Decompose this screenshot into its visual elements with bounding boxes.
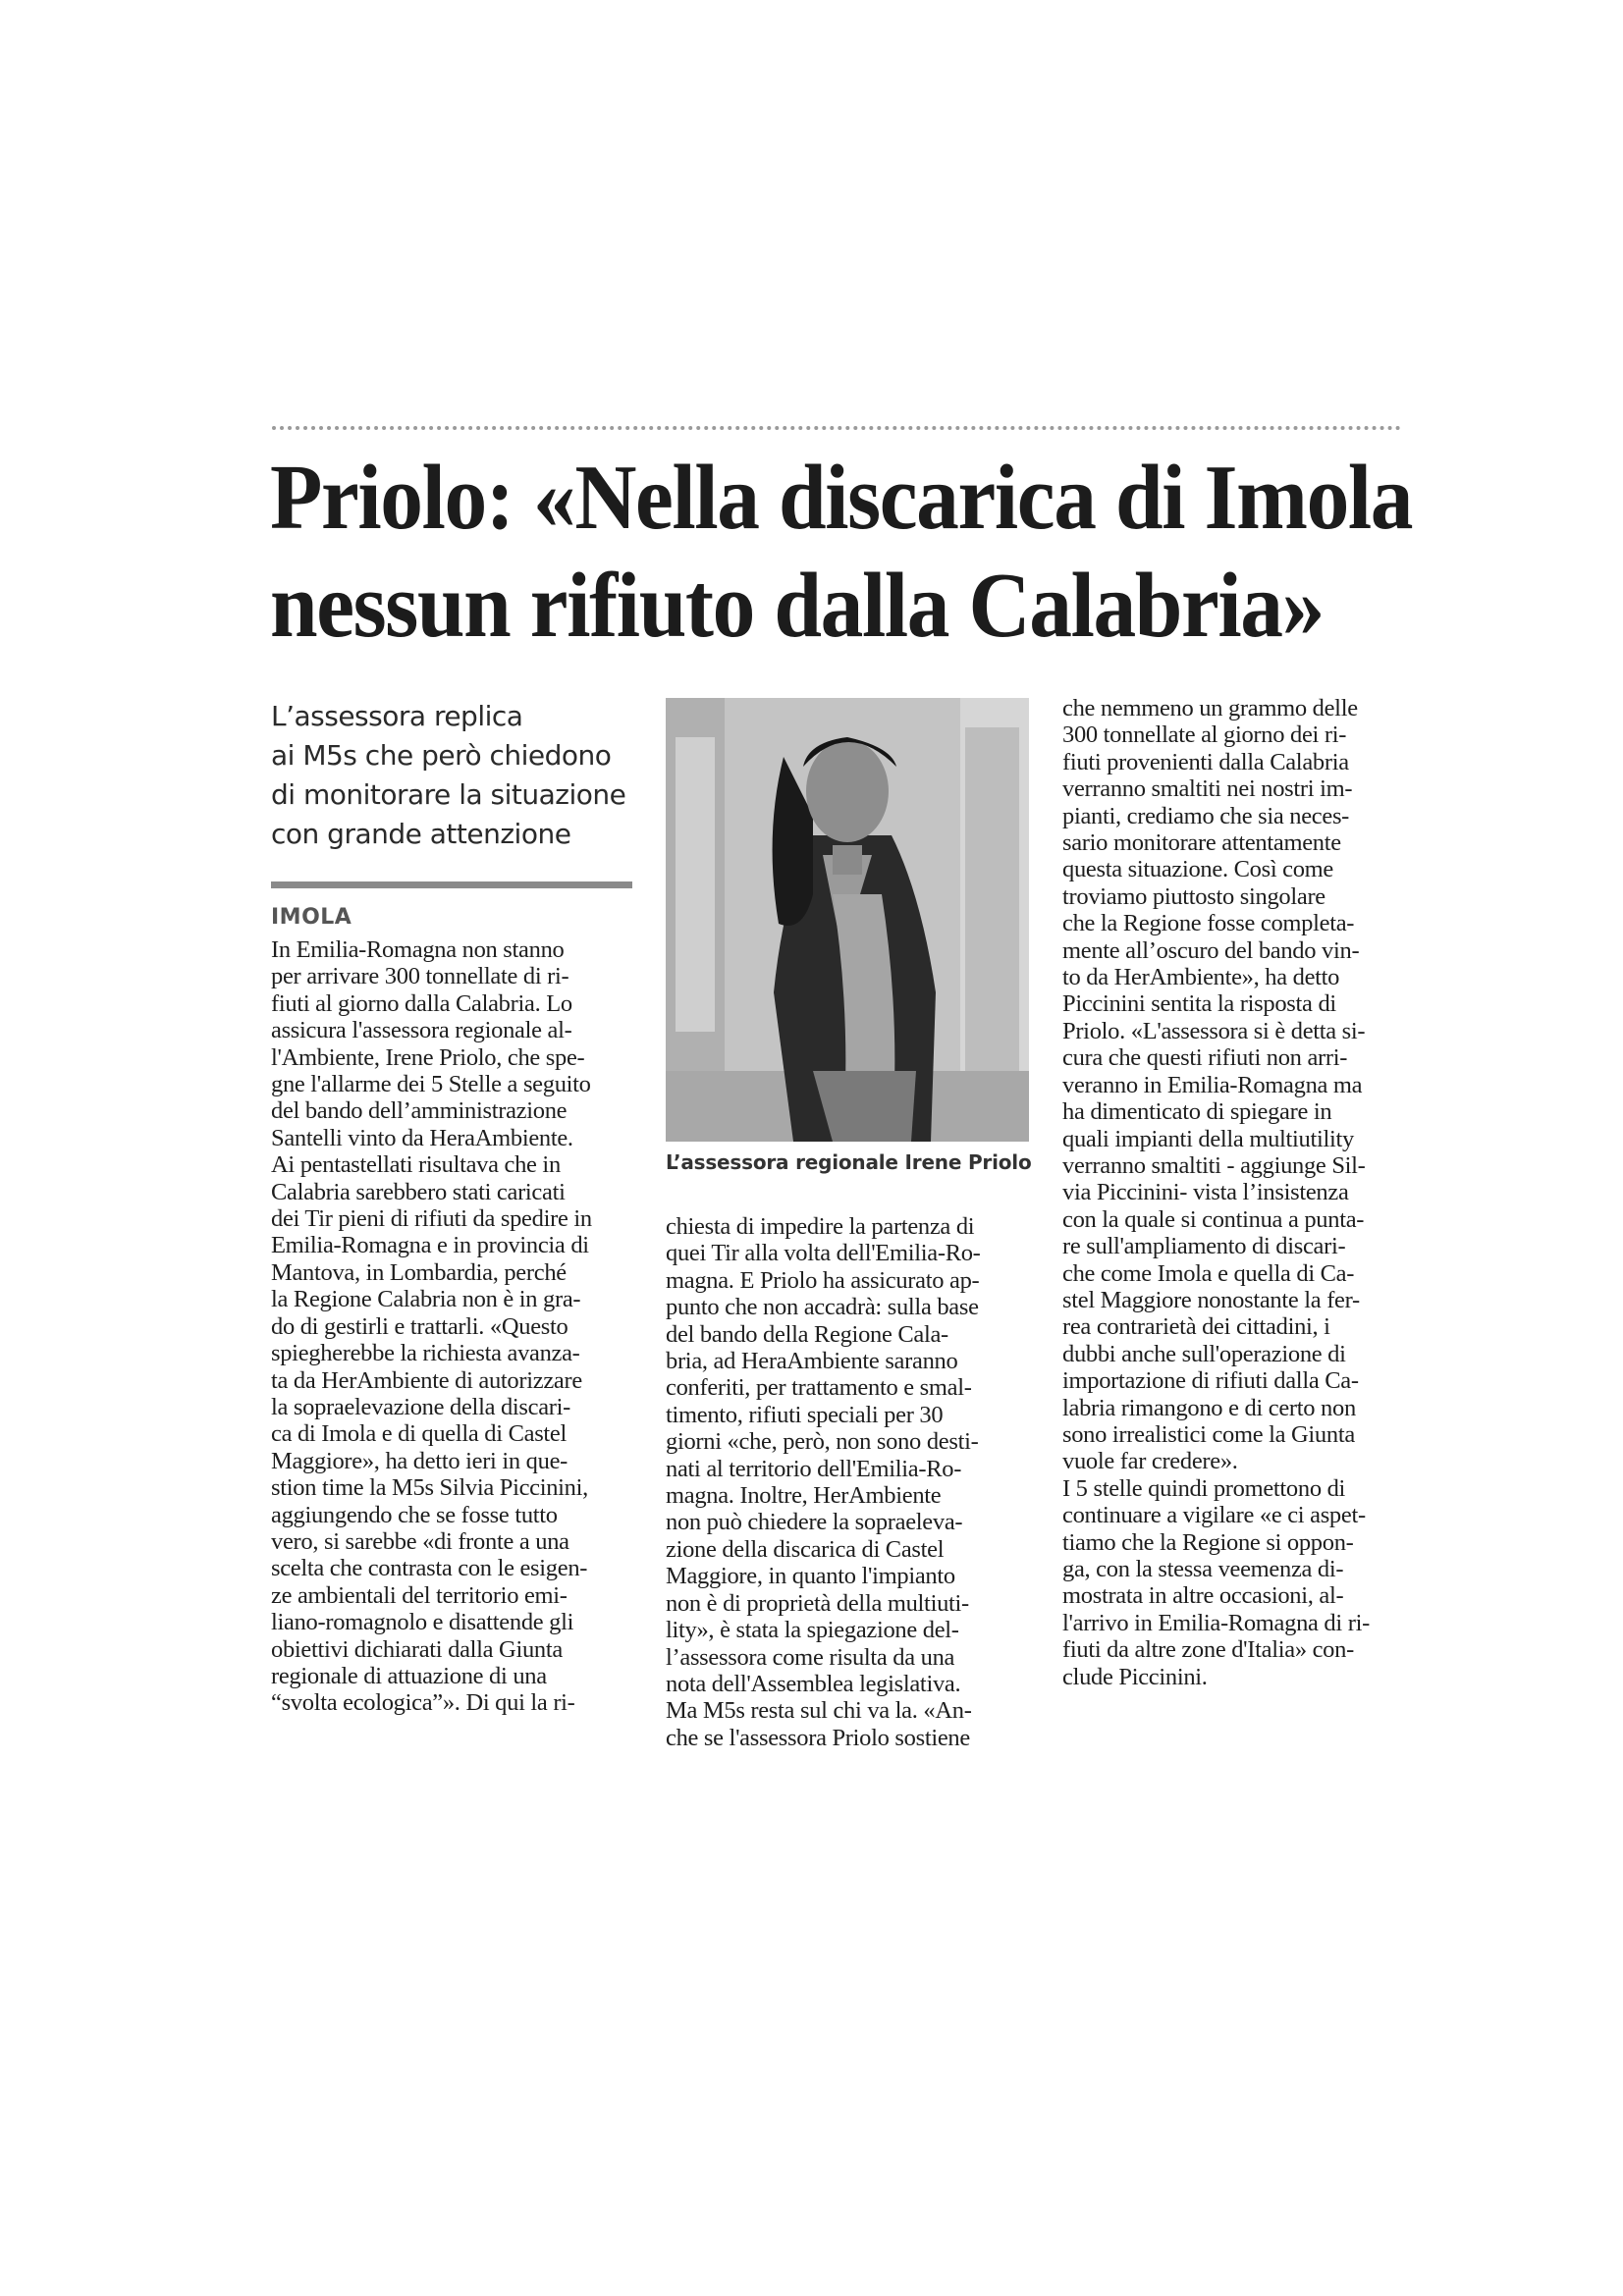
article-text-line: quei Tir alla volta dell'Emilia-Ro- bbox=[666, 1240, 981, 1267]
article-text-line: zione della discarica di Castel bbox=[666, 1535, 945, 1563]
article-text-line: non può chiedere la sopraeleva- bbox=[666, 1509, 963, 1536]
article-text-line: magna. E Priolo ha assicurato ap- bbox=[666, 1266, 980, 1294]
article-text-line: fiuti al giorno dalla Calabria. Lo bbox=[271, 989, 572, 1017]
article-text-line: dei Tir pieni di rifiuti da spedire in bbox=[271, 1205, 592, 1233]
article-text-line: che la Regione fosse completa- bbox=[1062, 910, 1355, 937]
article-text-line: che nemmeno un grammo delle bbox=[1062, 695, 1358, 721]
article-text-line: Mantova, in Lombardia, perché bbox=[271, 1258, 567, 1286]
article-text-line: dubbi anche sull'operazione di bbox=[1062, 1340, 1346, 1367]
article-text-line: bria, ad HeraAmbiente saranno bbox=[666, 1348, 958, 1375]
article-text-line: obiettivi dichiarati dalla Giunta bbox=[271, 1635, 563, 1663]
headline-line-2: nessun rifiuto dalla Calabria» bbox=[270, 555, 1324, 657]
article-text-line: la Regione Calabria non è in gra- bbox=[271, 1286, 581, 1313]
article-text-line: do di gestirli e trattarli. «Questo bbox=[271, 1312, 568, 1340]
article-text-line: che come Imola e quella di Ca- bbox=[1062, 1259, 1355, 1287]
article-text-line: Calabria sarebbero stati caricati bbox=[271, 1178, 566, 1205]
section-divider-bar bbox=[271, 881, 632, 888]
headline bbox=[270, 444, 1413, 660]
article-text-line: pianti, crediamo che sia neces- bbox=[1062, 802, 1350, 829]
top-dotted-rule bbox=[272, 426, 1401, 430]
article-text-line: chiesta di impedire la partenza di bbox=[666, 1213, 975, 1240]
article-text-line: vero, si sarebbe «di fronte a una bbox=[271, 1527, 569, 1555]
article-text-line: clude Piccinini. bbox=[1062, 1663, 1208, 1690]
article-text-line: continuare a vigilare «e ci aspet- bbox=[1062, 1502, 1366, 1529]
article-text-line: ga, con la stessa veemenza di- bbox=[1062, 1556, 1344, 1582]
article-text-line: In Emilia-Romagna non stanno bbox=[271, 936, 565, 963]
article-text-line: giorni «che, però, non sono desti- bbox=[666, 1428, 979, 1456]
article-column-1 bbox=[271, 936, 632, 1717]
article-text-line: del bando della Regione Cala- bbox=[666, 1320, 948, 1348]
article-text-line: vuole far credere». bbox=[1062, 1448, 1238, 1475]
article-text-line: Ai pentastellati risultava che in bbox=[271, 1151, 561, 1179]
portrait-photo bbox=[666, 698, 1029, 1142]
article-text-line: troviamo piuttosto singolare bbox=[1062, 882, 1325, 910]
portrait-illustration bbox=[666, 698, 1029, 1142]
standfirst-line: con grande attenzione bbox=[271, 818, 571, 850]
article-text-line: nati al territorio dell'Emilia-Ro- bbox=[666, 1455, 962, 1482]
article-text-line: Piccinini sentita la risposta di bbox=[1062, 990, 1336, 1018]
article-text-line: verranno smaltiti nei nostri im- bbox=[1062, 775, 1353, 803]
article-text-line: ha dimenticato di spiegare in bbox=[1062, 1098, 1332, 1126]
article-text-line: rea contrarietà dei cittadini, i bbox=[1062, 1313, 1330, 1341]
headline-line-1: Priolo: «Nella discarica di Imola bbox=[270, 447, 1413, 549]
article-text-line: importazione di rifiuti dalla Ca- bbox=[1062, 1367, 1359, 1395]
article-text-line: stel Maggiore nonostante la fer- bbox=[1062, 1286, 1360, 1313]
article-text-line: ca di Imola e di quella di Castel bbox=[271, 1420, 568, 1448]
article-text-line: mostrata in altre occasioni, al- bbox=[1062, 1582, 1344, 1610]
article-text-line: per arrivare 300 tonnellate di ri- bbox=[271, 963, 569, 990]
article-text-line: conferiti, per trattamento e smal- bbox=[666, 1374, 972, 1402]
standfirst-line: di monitorare la situazione bbox=[271, 778, 626, 811]
article-text-line: non è di proprietà della multiuti- bbox=[666, 1589, 969, 1617]
article-text-line: questa situazione. Così come bbox=[1062, 856, 1334, 883]
article-text-line: l'arrivo in Emilia-Romagna di ri- bbox=[1062, 1609, 1370, 1636]
article-text-line: “svolta ecologica”». Di qui la ri- bbox=[271, 1689, 575, 1717]
standfirst bbox=[271, 697, 644, 854]
article-text-line: 300 tonnellate al giorno dei ri- bbox=[1062, 721, 1347, 749]
article-text-line: tiamo che la Regione si oppon- bbox=[1062, 1528, 1354, 1556]
dateline: IMOLA bbox=[271, 905, 352, 930]
article-column-3 bbox=[1062, 695, 1426, 1690]
article-text-line: aggiungendo che se fosse tutto bbox=[271, 1501, 558, 1528]
article-text-line: veranno in Emilia-Romagna ma bbox=[1062, 1071, 1363, 1098]
article-text-line: assicura l'assessora regionale al- bbox=[271, 1017, 572, 1044]
article-text-line: Emilia-Romagna e in provincia di bbox=[271, 1232, 589, 1259]
article-text-line: Maggiore», ha detto ieri in que- bbox=[271, 1447, 568, 1474]
article-text-line: mente all’oscuro del bando vin- bbox=[1062, 936, 1360, 964]
article-text-line: Santelli vinto da HeraAmbiente. bbox=[271, 1124, 573, 1151]
article-text-line: ze ambientali del territorio emi- bbox=[271, 1581, 568, 1609]
article-text-line: stion time la M5s Silvia Piccinini, bbox=[271, 1474, 588, 1502]
article-text-line: sario monitorare attentamente bbox=[1062, 829, 1341, 857]
article-text-line: cura che questi rifiuti non arri- bbox=[1062, 1044, 1348, 1072]
article-text-line: Ma M5s resta sul chi va la. «An- bbox=[666, 1697, 972, 1725]
article-text-line: nota dell'Assemblea legislativa. bbox=[666, 1670, 961, 1697]
photo-caption: L’assessora regionale Irene Priolo bbox=[666, 1150, 1032, 1174]
article-text-line: to da HerAmbiente», ha detto bbox=[1062, 964, 1340, 991]
article-text-line: l'Ambiente, Irene Priolo, che spe- bbox=[271, 1043, 585, 1071]
article-text-line: lity», è stata la spiegazione del- bbox=[666, 1617, 959, 1644]
article-text-line: fiuti da altre zone d'Italia» con- bbox=[1062, 1636, 1354, 1664]
standfirst-line: ai M5s che però chiedono bbox=[271, 739, 612, 772]
article-text-line: labria rimangono e di certo non bbox=[1062, 1394, 1356, 1421]
article-text-line: liano-romagnolo e disattende gli bbox=[271, 1609, 574, 1636]
article-text-line: Maggiore, in quanto l'impianto bbox=[666, 1563, 955, 1590]
article-text-line: gne l'allarme dei 5 Stelle a seguito bbox=[271, 1071, 591, 1098]
article-text-line: con la quale si continua a punta- bbox=[1062, 1205, 1365, 1233]
article-text-line: punto che non accadrà: sulla base bbox=[666, 1294, 979, 1321]
article-text-line: quali impianti della multiutility bbox=[1062, 1125, 1354, 1152]
article-text-line: magna. Inoltre, HerAmbiente bbox=[666, 1482, 942, 1510]
article-text-line: re sull'ampliamento di discari- bbox=[1062, 1233, 1346, 1260]
article-text-line: verranno smaltiti - aggiunge Sil- bbox=[1062, 1151, 1366, 1179]
article-text-line: l’assessora come risulta da una bbox=[666, 1643, 955, 1671]
standfirst-line: L’assessora replica bbox=[271, 700, 523, 732]
article-text-line: del bando dell’amministrazione bbox=[271, 1097, 568, 1125]
article-text-line: timento, rifiuti speciali per 30 bbox=[666, 1401, 944, 1428]
article-text-line: che se l'assessora Priolo sostiene bbox=[666, 1724, 970, 1751]
article-column-2 bbox=[666, 1213, 1029, 1751]
article-text-line: ta da HerAmbiente di autorizzare bbox=[271, 1366, 582, 1394]
article-text-line: la sopraelevazione della discari- bbox=[271, 1393, 571, 1420]
article-text-line: regionale di attuazione di una bbox=[271, 1662, 547, 1689]
article-text-line: via Piccinini- vista l’insistenza bbox=[1062, 1179, 1349, 1206]
article-text-line: spiegherebbe la richiesta avanza- bbox=[271, 1340, 580, 1367]
article-text-line: fiuti provenienti dalla Calabria bbox=[1062, 748, 1349, 775]
article-text-line: I 5 stelle quindi promettono di bbox=[1062, 1474, 1346, 1502]
article-text-line: sono irrealistici come la Giunta bbox=[1062, 1420, 1355, 1448]
article-text-line: scelta che contrasta con le esigen- bbox=[271, 1555, 588, 1582]
article-text-line: Priolo. «L'assessora si è detta si- bbox=[1062, 1017, 1366, 1044]
